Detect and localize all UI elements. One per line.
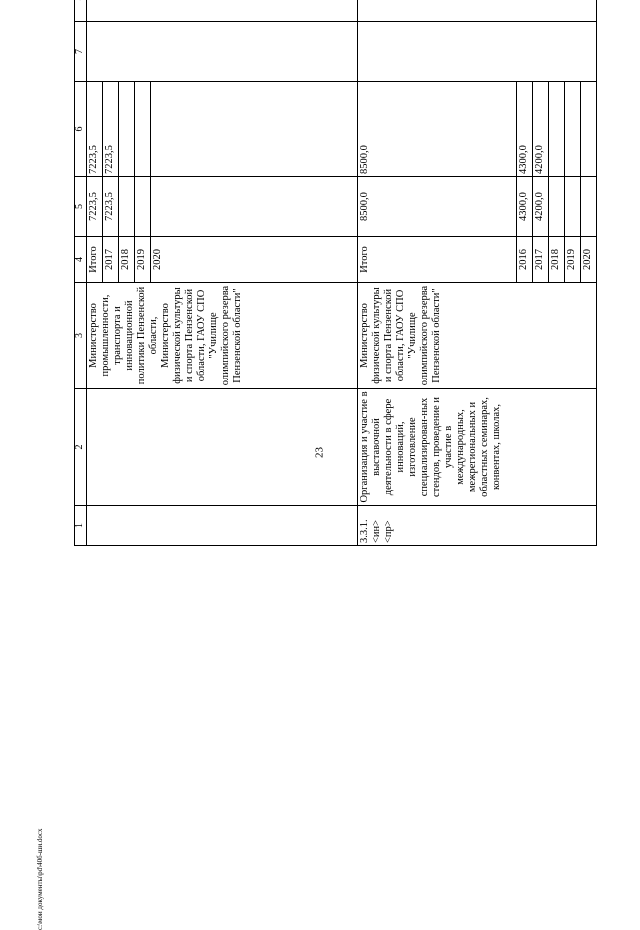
- header-col-4: 4: [75, 237, 87, 283]
- block2-total-value-col6: 8500,0: [357, 82, 516, 177]
- block1-executor: Министерство промышленности, транспорта и инновационной политики Пензенской области, Министерство физической культуры и спорта Пензенской области, ГАОУ СПО "Училище олимпийского резерва Пензенской области": [86, 283, 357, 389]
- block2-year-value-col6: [548, 82, 564, 177]
- header-col-2: 2: [75, 389, 87, 506]
- block1-measure-cell: [86, 389, 357, 506]
- block1-year-label: 2017: [102, 237, 118, 283]
- block1-year-value-col6: [150, 82, 357, 177]
- block2-year-label: 2017: [532, 237, 548, 283]
- block2-col8: [357, 0, 596, 22]
- block2-year-label: 2019: [564, 237, 580, 283]
- block2-year-value: [548, 177, 564, 237]
- block1-total-value: 7223,5: [86, 177, 102, 237]
- page-number: 23: [313, 447, 326, 458]
- header-col-1: 1: [75, 506, 87, 546]
- header-row: [75, 0, 87, 546]
- table-row: [86, 0, 102, 546]
- block1-year-value: [150, 177, 357, 237]
- block2-col7: [357, 22, 596, 82]
- block2-year-value-col6: [564, 82, 580, 177]
- table-row: [357, 0, 516, 546]
- block2-year-value-col6: [580, 82, 596, 177]
- header-col-6: 6: [75, 82, 87, 177]
- block2-executor: Министерство физической культуры и спорта Пензенской области, ГАОУ СПО "Училище олимпийского резерва Пензенской области": [357, 283, 596, 389]
- block1-year-label: 2018: [118, 237, 134, 283]
- block1-year-value: [134, 177, 150, 237]
- block2-total-value: 8500,0: [357, 177, 516, 237]
- block2-year-value: 4300,0: [516, 177, 532, 237]
- block1-year-label: 2019: [134, 237, 150, 283]
- block2-year-value-col6: 4200,0: [532, 82, 548, 177]
- block1-total-value-col6: 7223,5: [86, 82, 102, 177]
- block2-year-label: 2020: [580, 237, 596, 283]
- block1-col8: [86, 0, 357, 22]
- block2-number: 3.3.1. <ин> <пр>: [357, 506, 596, 546]
- block2-year-label: 2016: [516, 237, 532, 283]
- block1-col7: [86, 22, 357, 82]
- block2-year-value: [564, 177, 580, 237]
- header-col-7: 7: [75, 22, 87, 82]
- block2-year-value-col6: 4300,0: [516, 82, 532, 177]
- block2-year-value: [580, 177, 596, 237]
- block1-year-label: Итого: [86, 237, 102, 283]
- header-col-5: 5: [75, 177, 87, 237]
- block2-year-value: 4200,0: [532, 177, 548, 237]
- block1-year-value: 7223,5: [102, 177, 118, 237]
- block1-year-label: 2020: [150, 237, 357, 283]
- block1-year-value: [118, 177, 134, 237]
- rotated-table-container: [74, 23, 597, 882]
- block2-measure: Организация и участие в выставочной деятельности в сфере инноваций, изготовление специализирован-ных стендов, проведение и участие в международных, межрегиональных и областных семинарах, конвентах, школах,: [357, 389, 596, 506]
- program-table: [74, 0, 597, 546]
- header-col-8: [75, 0, 87, 22]
- footer-path: c:\мои документы\pd\40б-ши.docx: [36, 828, 44, 930]
- block1-year-value-col6: [134, 82, 150, 177]
- block1-number-cell: [86, 506, 357, 546]
- block2-year-label: Итого: [357, 237, 516, 283]
- block1-year-value-col6: [118, 82, 134, 177]
- header-col-3: 3: [75, 283, 87, 389]
- block1-year-value-col6: 7223,5: [102, 82, 118, 177]
- block2-year-label: 2018: [548, 237, 564, 283]
